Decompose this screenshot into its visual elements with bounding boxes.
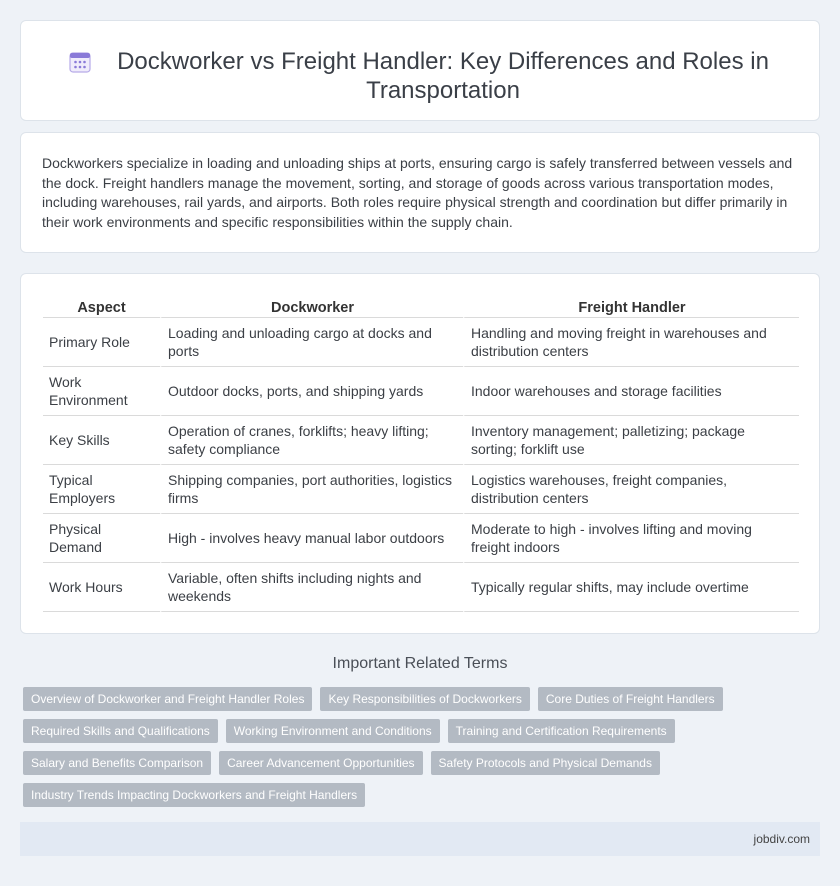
related-term-tag[interactable]: Overview of Dockworker and Freight Handler Roles [23, 687, 312, 711]
header-aspect: Aspect [43, 294, 160, 318]
related-term-tag[interactable]: Industry Trends Impacting Dockworkers and Freight Handlers [23, 783, 365, 807]
row-aspect: Work Hours [43, 563, 160, 612]
related-term-tag[interactable]: Salary and Benefits Comparison [23, 751, 211, 775]
row-dockworker: Shipping companies, port authorities, logistics firms [160, 465, 463, 514]
intro-paragraph: Dockworkers specialize in loading and unloading ships at ports, ensuring cargo is safely transferred between vessels and the dock. Freight handlers manage the movement, sorting, and storage of goods across various transportation modes, including warehouses, rail yards, and airports. Both roles require physical strength and coordination but differ primarily in their work environments and specific responsibilities within the supply chain. [42, 155, 793, 230]
page-title: Dockworker vs Freight Handler: Key Differences and Roles in Transportation [117, 48, 769, 104]
row-freight-handler: Logistics warehouses, freight companies, distribution centers [463, 465, 799, 514]
related-term-tag[interactable]: Key Responsibilities of Dockworkers [320, 687, 529, 711]
table-row [43, 416, 799, 465]
row-dockworker: Variable, often shifts including nights and weekends [160, 563, 463, 612]
footer-site-link[interactable]: jobdiv.com [753, 832, 810, 846]
related-term-tag[interactable]: Training and Certification Requirements [448, 719, 675, 743]
table-row [43, 367, 799, 416]
row-freight-handler: Typically regular shifts, may include overtime [463, 563, 799, 612]
row-aspect: Typical Employers [43, 465, 160, 514]
row-freight-handler: Handling and moving freight in warehouses and distribution centers [463, 318, 799, 367]
header-dockworker: Dockworker [160, 294, 463, 318]
row-freight-handler: Indoor warehouses and storage facilities [463, 367, 799, 416]
row-dockworker: High - involves heavy manual labor outdoors [160, 514, 463, 563]
related-terms-title: Important Related Terms [332, 655, 508, 672]
row-freight-handler: Inventory management; palletizing; package sorting; forklift use [463, 416, 799, 465]
comparison-table [43, 294, 799, 612]
row-dockworker: Loading and unloading cargo at docks and ports [160, 318, 463, 367]
related-term-tag[interactable]: Career Advancement Opportunities [219, 751, 422, 775]
row-aspect: Physical Demand [43, 514, 160, 563]
related-term-tag[interactable]: Safety Protocols and Physical Demands [431, 751, 660, 775]
row-aspect: Primary Role [43, 318, 160, 367]
row-aspect: Key Skills [43, 416, 160, 465]
table-row [43, 514, 799, 563]
footer [20, 822, 820, 856]
related-term-tag[interactable]: Core Duties of Freight Handlers [538, 687, 723, 711]
row-freight-handler: Moderate to high - involves lifting and moving freight indoors [463, 514, 799, 563]
table-row [43, 563, 799, 612]
row-dockworker: Outdoor docks, ports, and shipping yards [160, 367, 463, 416]
calendar-icon [67, 49, 93, 75]
related-term-tag[interactable]: Working Environment and Conditions [226, 719, 440, 743]
row-dockworker: Operation of cranes, forklifts; heavy lifting; safety compliance [160, 416, 463, 465]
table-header-row [43, 294, 799, 318]
table-row [43, 465, 799, 514]
related-terms-list [23, 687, 823, 807]
related-term-tag[interactable]: Required Skills and Qualifications [23, 719, 218, 743]
table-row [43, 318, 799, 367]
header-freight-handler: Freight Handler [463, 294, 799, 318]
intro-card [20, 132, 820, 253]
comparison-card [20, 273, 820, 634]
title-card [20, 20, 820, 121]
row-aspect: Work Environment [43, 367, 160, 416]
